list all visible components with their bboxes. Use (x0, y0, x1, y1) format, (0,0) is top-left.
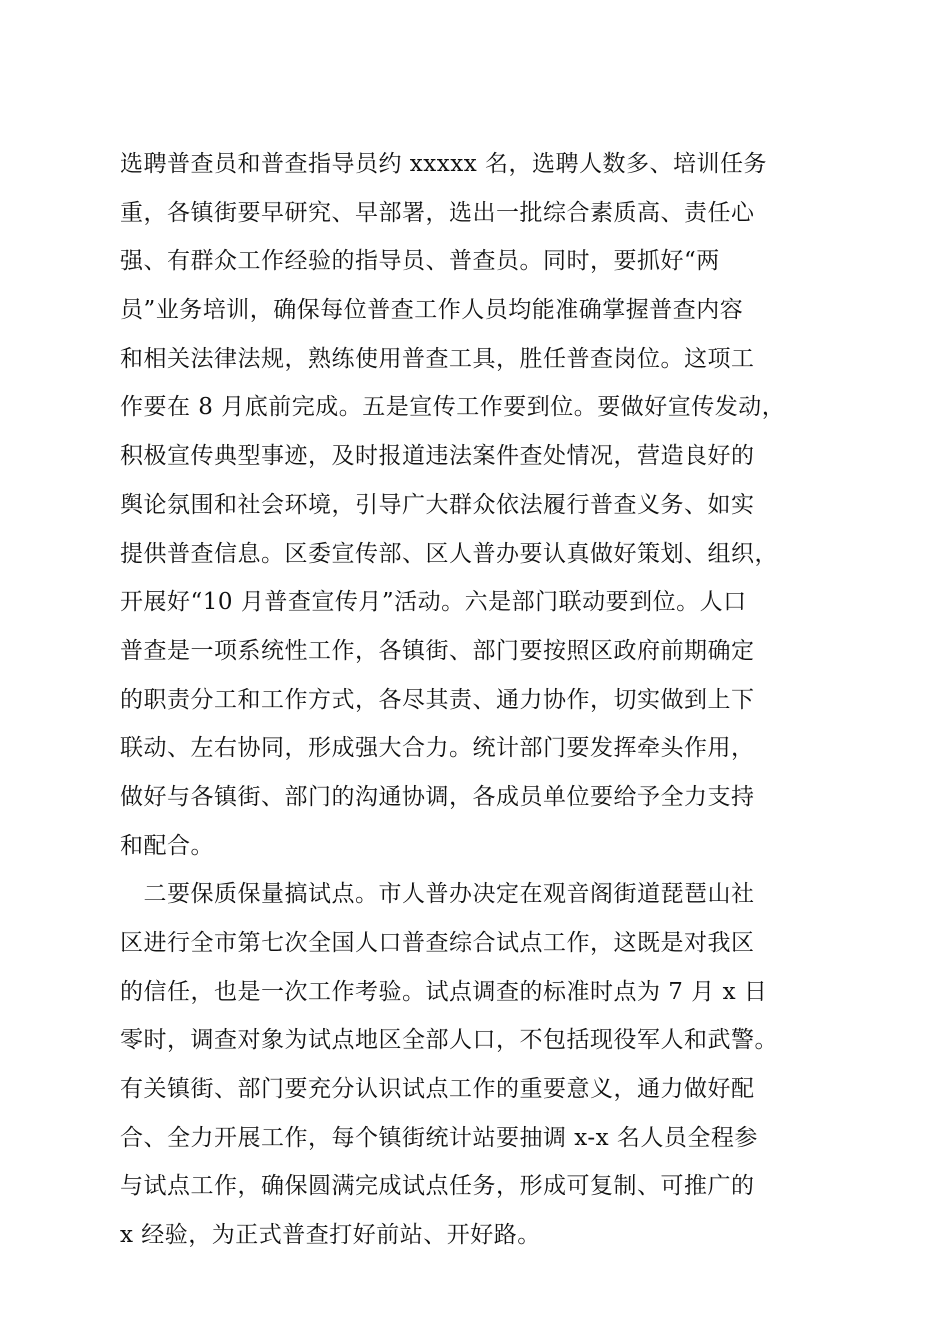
text-line: 零时，调查对象为试点地区全部人口，不包括现役军人和武警。 (120, 1027, 778, 1054)
paragraph-1 (120, 140, 840, 870)
text-line: 和配合。 (120, 832, 214, 859)
text-line: 舆论氛围和社会环境，引导广大群众依法履行普查义务、如实 (120, 491, 755, 518)
text-line: 作要在 8 月底前完成。五是宣传工作要到位。要做好宣传发动， (120, 394, 786, 421)
text-line: 的信任，也是一次工作考验。试点调查的标准时点为 7 月 x 日 (120, 978, 768, 1005)
text-line: 提供普查信息。区委宣传部、区人普办要认真做好策划、组织， (120, 540, 778, 567)
text-line: 员”业务培训，确保每位普查工作人员均能准确掌握普查内容 (120, 297, 744, 324)
document-body (120, 140, 840, 1260)
text-line: 开展好“10 月普查宣传月”活动。六是部门联动要到位。人口 (120, 589, 747, 616)
text-line: x 经验，为正式普查打好前站、开好路。 (120, 1222, 541, 1249)
text-line: 与试点工作，确保圆满完成试点任务，形成可复制、可推广的 (120, 1173, 755, 1200)
text-line: 有关镇街、部门要充分认识试点工作的重要意义，通力做好配 (120, 1076, 755, 1103)
text-line: 和相关法律法规，熟练使用普查工具，胜任普查岗位。这项工 (120, 345, 755, 372)
text-line: 联动、左右协同，形成强大合力。统计部门要发挥牵头作用， (120, 735, 755, 762)
text-line: 选聘普查员和普查指导员约 xxxxx 名，选聘人数多、培训任务 (120, 151, 767, 177)
text-line: 合、全力开展工作，每个镇街统计站要抽调 x-x 名人员全程参 (120, 1124, 758, 1151)
paragraph-2 (120, 870, 840, 1260)
text-line: 普查是一项系统性工作，各镇街、部门要按照区政府前期确定 (120, 637, 755, 664)
text-line: 做好与各镇街、部门的沟通协调，各成员单位要给予全力支持 (120, 783, 755, 810)
text-line: 重，各镇街要早研究、早部署，选出一批综合素质高、责任心 (120, 199, 755, 226)
text-line: 的职责分工和工作方式，各尽其责、通力协作，切实做到上下 (120, 686, 755, 713)
text-line: 二要保质保量搞试点。市人普办决定在观音阁街道琵琶山社 (120, 881, 755, 908)
text-line: 区进行全市第七次全国人口普查综合试点工作，这既是对我区 (120, 930, 755, 956)
text-line: 强、有群众工作经验的指导员、普查员。同时，要抓好“两 (120, 248, 720, 275)
text-line: 积极宣传典型事迹，及时报道违法案件查处情况，营造良好的 (120, 443, 755, 470)
